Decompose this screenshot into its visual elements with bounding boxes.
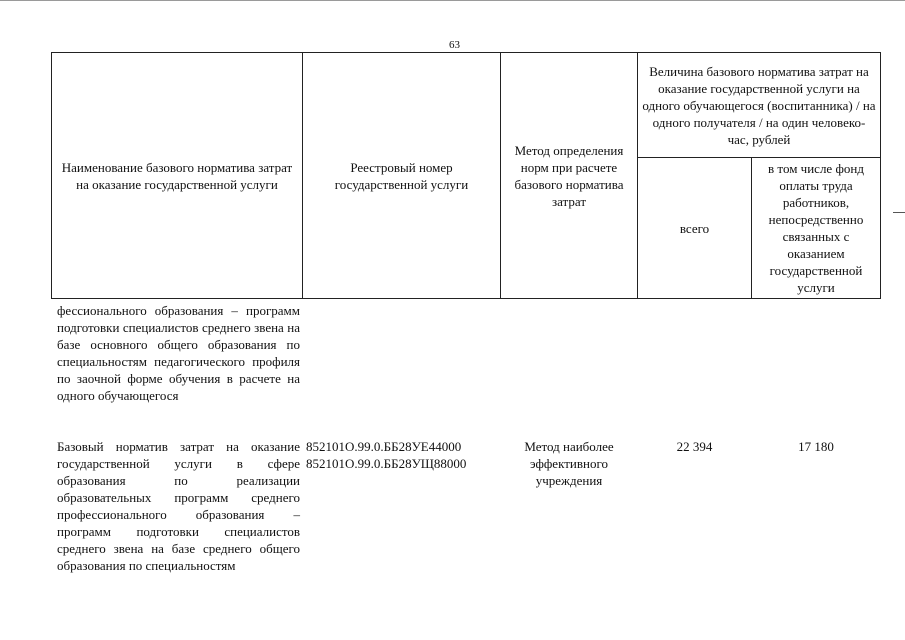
header-cell-registry [302,52,501,299]
header-cell-total [637,157,752,299]
header-method-text: Метод определения норм при расчете базового норматива затрат [514,142,624,209]
row-2-method: Метод наиболее эффективного учреждения [524,439,614,488]
header-total-text: всего [679,220,710,236]
header-cell-method [500,52,638,299]
row-1-name: фессионального образования – программ подготовки специалистов среднего звена на базе основного общего образования по специальностям педагогического профиля по заочной форме обучения в расчете на одного обучающегося [57,303,300,403]
row-2-total: 22 394 [676,439,713,454]
row-2-registry [306,438,500,472]
page-top-edge [0,0,905,1]
header-name-text: Наименование базового норматива затрат на оказание государственной услуги [61,159,293,192]
row-2-fund: 17 180 [798,439,834,454]
header-cell-group [637,52,881,158]
header-fund-text: в том числе фонд оплаты труда работников, непосредственно связанных с оказанием государственной услуги [768,161,864,295]
header-group-text: Величина базового норматива затрат на оказание государственной услуги на одного обучающегося (воспитанника) / на одного получателя / на один человеко-час, рублей [642,63,876,147]
page-number: 63 [449,39,460,51]
registry-number: 852101О.99.0.ББ28УЕ44000 [306,439,462,454]
header-registry-text: Реестровый номер государственной услуги [334,159,469,192]
registry-number: 852101О.99.0.ББ28УЩ88000 [306,456,467,471]
row-2-name: Базовый норматив затрат на оказание государственной услуги в сфере образования по реализации образовательных программ среднего профессионального образования – программ подготовки специалистов среднего звена на базе среднего общего образования по специальностям [57,439,300,573]
header-cell-fund [751,157,881,299]
margin-mark [893,212,905,213]
header-cell-name [51,52,303,299]
